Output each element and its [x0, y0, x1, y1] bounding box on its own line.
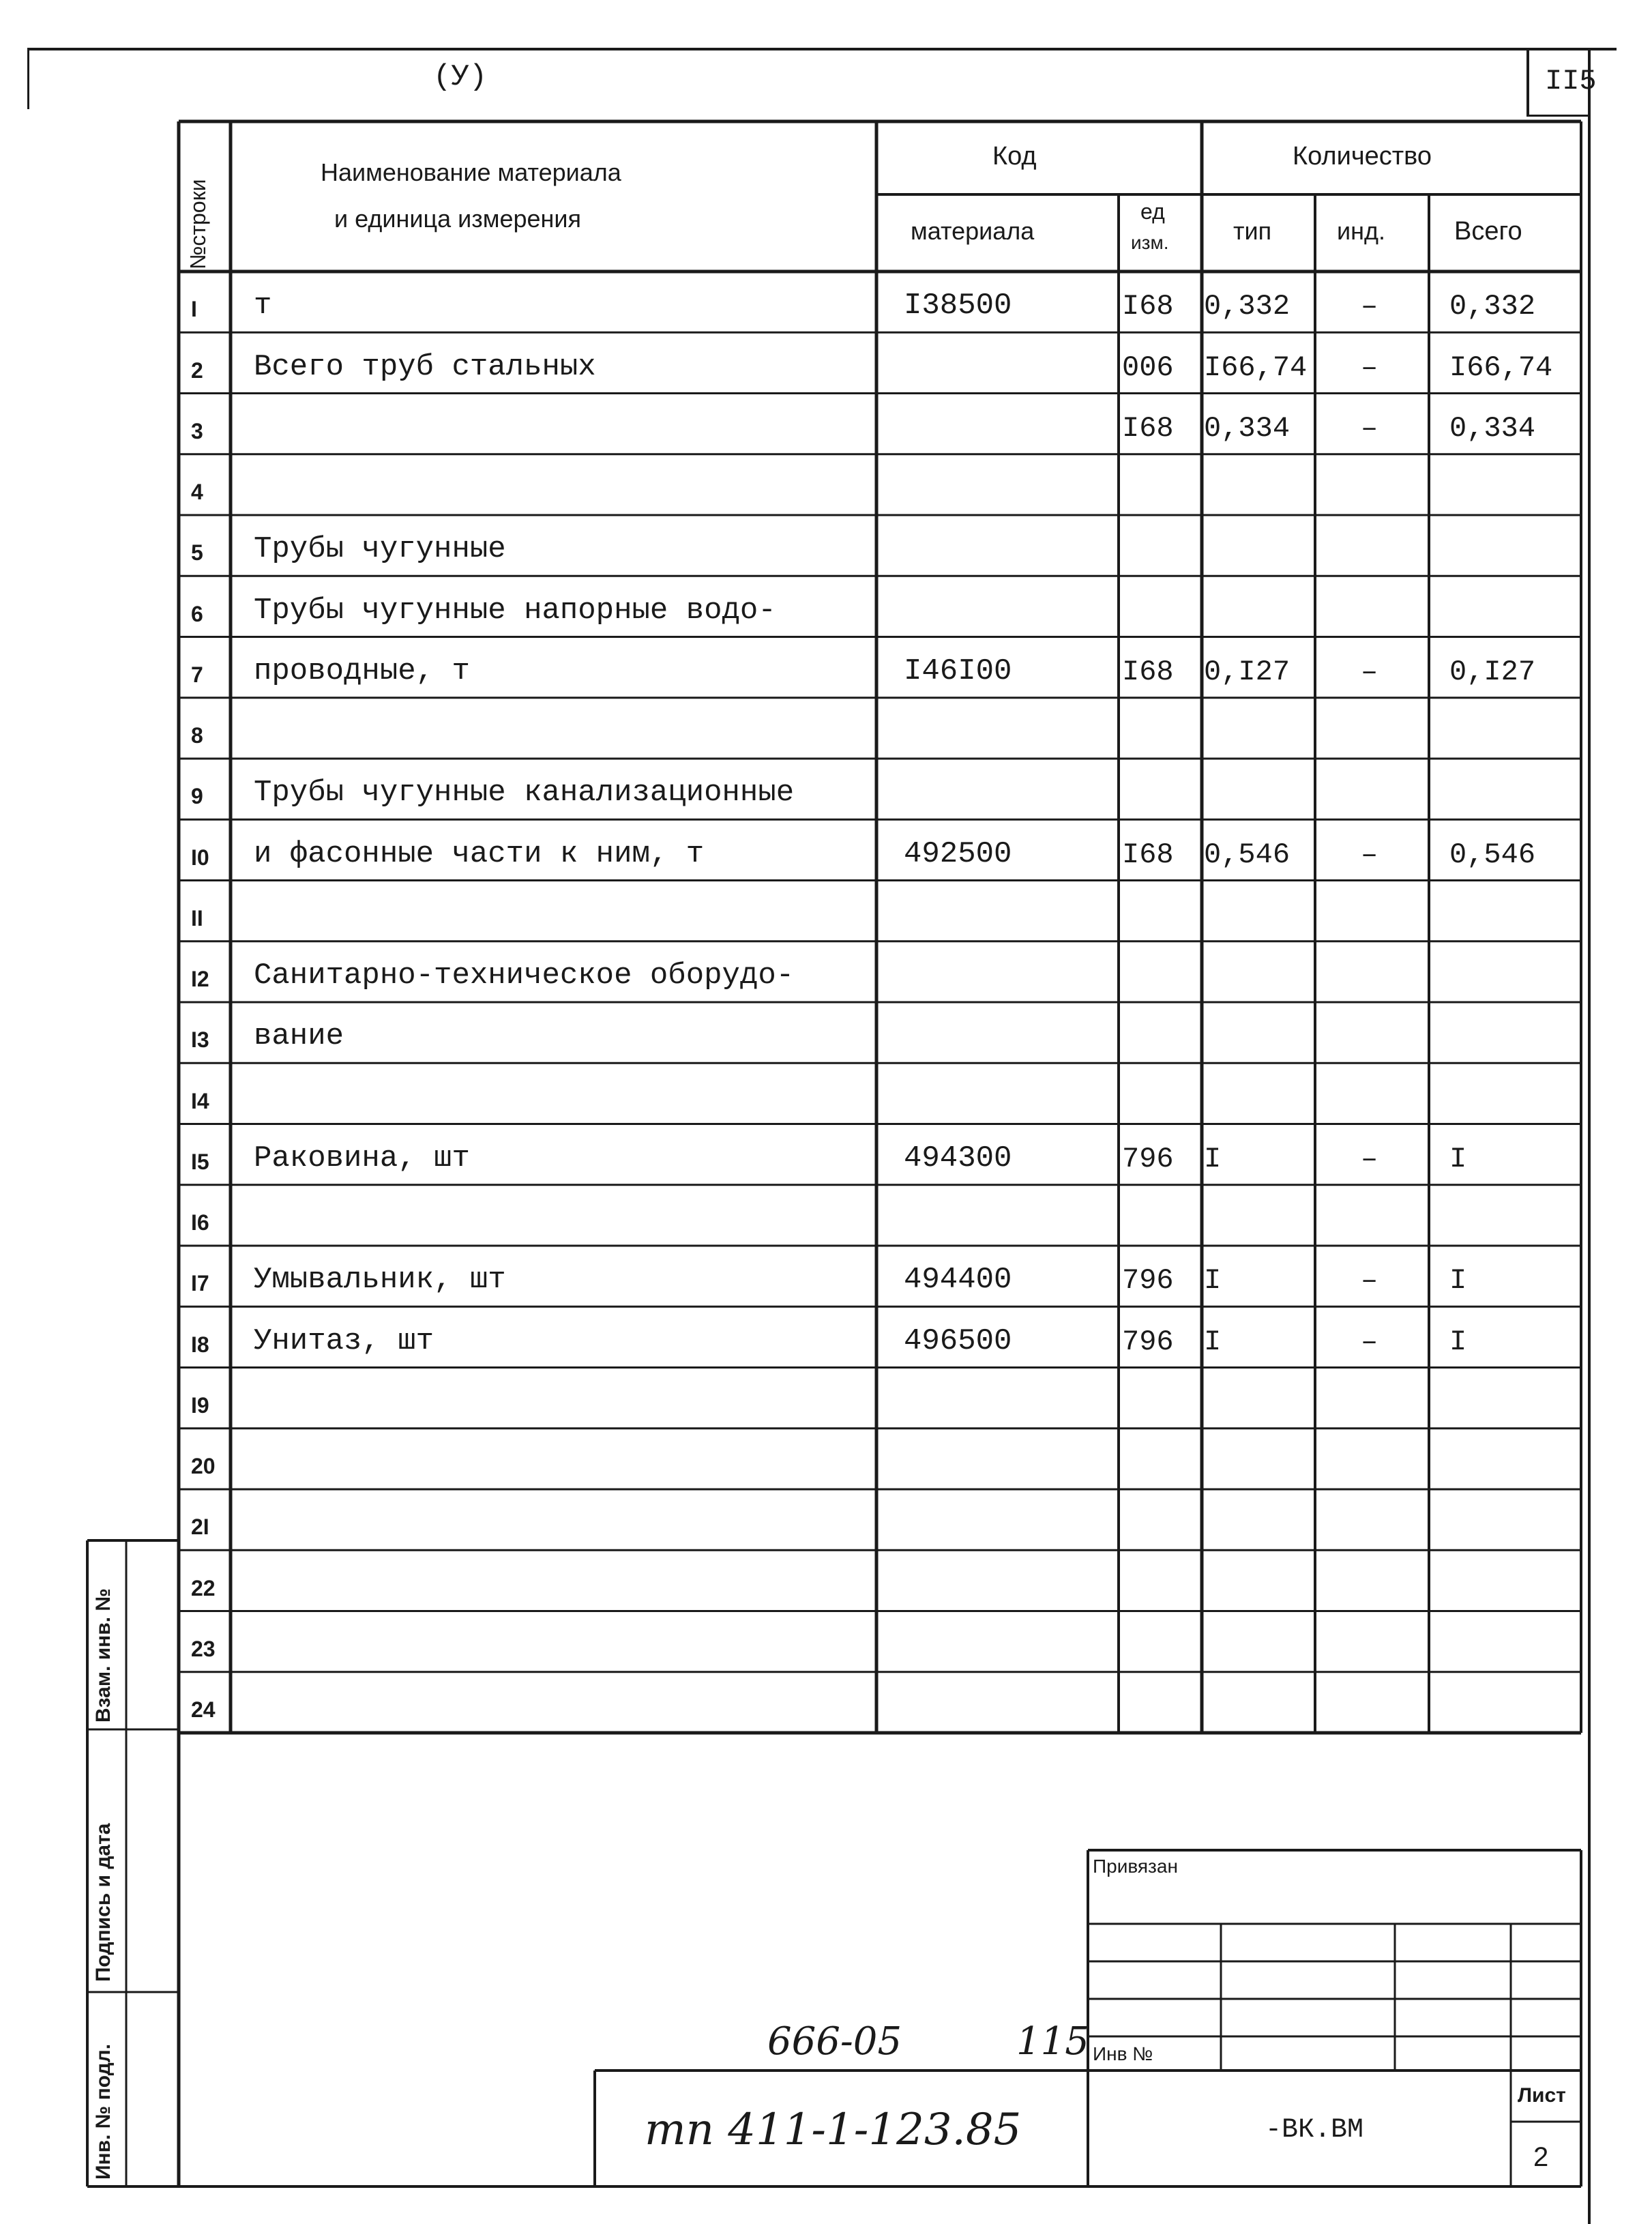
unit-code-cell: 796 — [1122, 1142, 1174, 1175]
page-number: II5 — [1545, 65, 1597, 98]
quantity-total-cell: I — [1449, 1142, 1467, 1175]
material-name-cell: Трубы чугунные напорные водо- — [254, 593, 776, 628]
vzam-inv-label: Взам. инв. № — [92, 1588, 115, 1723]
quantity-type-cell: I — [1204, 1264, 1222, 1298]
document-code: тп 411-1-123.85 — [645, 2105, 1022, 2155]
row-number-cell: 5 — [191, 540, 203, 566]
row-number-cell: 24 — [191, 1697, 216, 1722]
row-number-cell: I2 — [191, 967, 209, 991]
material-code-cell: 496500 — [904, 1323, 1012, 1358]
name-header-line1: Наименование материала — [321, 158, 621, 186]
inv-number-label: Инв № — [1093, 2043, 1153, 2064]
document-suffix: -ВК.ВМ — [1265, 2115, 1364, 2146]
unit-code-cell: I68 — [1122, 411, 1174, 445]
row-number-cell: I0 — [191, 845, 209, 870]
row-number-cell: 20 — [191, 1454, 216, 1478]
code-group-header: Код — [992, 142, 1037, 171]
quantity-type-cell: I66,74 — [1204, 351, 1308, 384]
row-number-cell: II — [191, 905, 203, 931]
document-mark: (У) — [433, 60, 488, 94]
quantity-type-cell: 0,332 — [1204, 290, 1290, 323]
quantity-total-header: Всего — [1454, 217, 1522, 246]
row-number-cell: I5 — [191, 1149, 209, 1174]
row-number-cell: 9 — [191, 784, 203, 809]
quantity-total-cell: 0,I27 — [1449, 655, 1536, 688]
unit-code-cell: 796 — [1122, 1264, 1174, 1298]
material-name-cell: Умывальник, шт — [254, 1263, 506, 1298]
row-number-cell: I3 — [191, 1027, 209, 1053]
material-code-cell: I46I00 — [904, 654, 1012, 688]
quantity-ind-header: инд. — [1337, 217, 1385, 245]
material-code-cell: 494400 — [904, 1263, 1012, 1298]
inv-original-label: Инв. № подл. — [92, 2043, 115, 2180]
material-name-cell: и фасонные части к ним, т — [254, 836, 705, 871]
quantity-type-cell: 0,334 — [1204, 411, 1290, 445]
quantity-total-cell: 0,332 — [1449, 290, 1536, 323]
unit-code-cell: I68 — [1122, 655, 1174, 688]
row-number-cell: 3 — [191, 418, 203, 443]
material-name-cell: вание — [254, 1019, 344, 1054]
sheet-number: 2 — [1533, 2142, 1549, 2172]
row-number-cell: 23 — [191, 1636, 216, 1661]
sheet-label: Лист — [1518, 2084, 1566, 2107]
row-number-cell: 4 — [191, 480, 203, 504]
unit-code-cell: 796 — [1122, 1325, 1174, 1358]
material-code-cell: I38500 — [904, 289, 1012, 323]
privyazan-label: Привязан — [1093, 1856, 1178, 1877]
name-header-line2: и единица измерения — [334, 205, 582, 233]
material-code-cell: 494300 — [904, 1141, 1012, 1175]
material-name-cell: Санитарно-техническое оборудо- — [254, 959, 795, 993]
row-number-cell: 2 — [191, 357, 203, 383]
row-number-cell: 6 — [191, 601, 203, 626]
unit-code-cell: I68 — [1122, 838, 1174, 871]
quantity-type-header: тип — [1233, 217, 1272, 245]
quantity-ind-cell: – — [1361, 655, 1378, 688]
code-material-header: материала — [911, 217, 1035, 245]
material-name-cell: т — [254, 289, 272, 323]
handwritten-ref: 666-05 — [767, 2019, 902, 2064]
signature-date-label: Подпись и дата — [92, 1823, 115, 1982]
quantity-total-cell: I — [1449, 1325, 1467, 1358]
row-number-cell: I6 — [191, 1210, 209, 1235]
code-unit-header-line2: изм. — [1131, 232, 1169, 253]
quantity-ind-cell: – — [1361, 1325, 1378, 1358]
code-unit-header-line1: ед — [1140, 199, 1165, 224]
row-number-cell: 22 — [191, 1575, 216, 1600]
row-number-cell: I8 — [191, 1332, 209, 1357]
quantity-type-cell: 0,546 — [1204, 838, 1290, 871]
quantity-ind-cell: – — [1361, 351, 1378, 384]
quantity-group-header: Количество — [1293, 142, 1432, 171]
row-number-header: №строки — [186, 179, 210, 269]
row-number-cell: 7 — [191, 662, 203, 687]
quantity-type-cell: 0,I27 — [1204, 655, 1290, 688]
row-number-cell: I — [191, 297, 197, 322]
material-name-cell: проводные, т — [254, 654, 470, 688]
row-number-cell: 8 — [191, 723, 203, 748]
handwritten-page: 115 — [1016, 2019, 1089, 2064]
quantity-ind-cell: – — [1361, 1264, 1378, 1298]
material-name-cell: Унитаз, шт — [254, 1323, 434, 1358]
quantity-type-cell: I — [1204, 1142, 1222, 1175]
quantity-ind-cell: – — [1361, 290, 1378, 323]
material-code-cell: 492500 — [904, 836, 1012, 871]
row-number-cell: I9 — [191, 1392, 209, 1418]
material-name-cell: Трубы чугунные — [254, 532, 506, 567]
quantity-ind-cell: – — [1361, 838, 1378, 871]
quantity-total-cell: 0,546 — [1449, 838, 1536, 871]
material-name-cell: Всего труб стальных — [254, 349, 596, 384]
material-name-cell: Трубы чугунные канализационные — [254, 776, 795, 810]
quantity-type-cell: I — [1204, 1325, 1222, 1358]
quantity-ind-cell: – — [1361, 1142, 1378, 1175]
material-name-cell: Раковина, шт — [254, 1141, 470, 1175]
quantity-ind-cell: – — [1361, 411, 1378, 445]
row-number-cell: I4 — [191, 1088, 209, 1113]
quantity-total-cell: I — [1449, 1264, 1467, 1298]
row-number-cell: 2I — [191, 1515, 209, 1540]
quantity-total-cell: 0,334 — [1449, 411, 1536, 445]
unit-code-cell: I68 — [1122, 290, 1174, 323]
quantity-total-cell: I66,74 — [1449, 351, 1553, 384]
unit-code-cell: 006 — [1122, 351, 1174, 384]
row-number-cell: I7 — [191, 1271, 209, 1296]
